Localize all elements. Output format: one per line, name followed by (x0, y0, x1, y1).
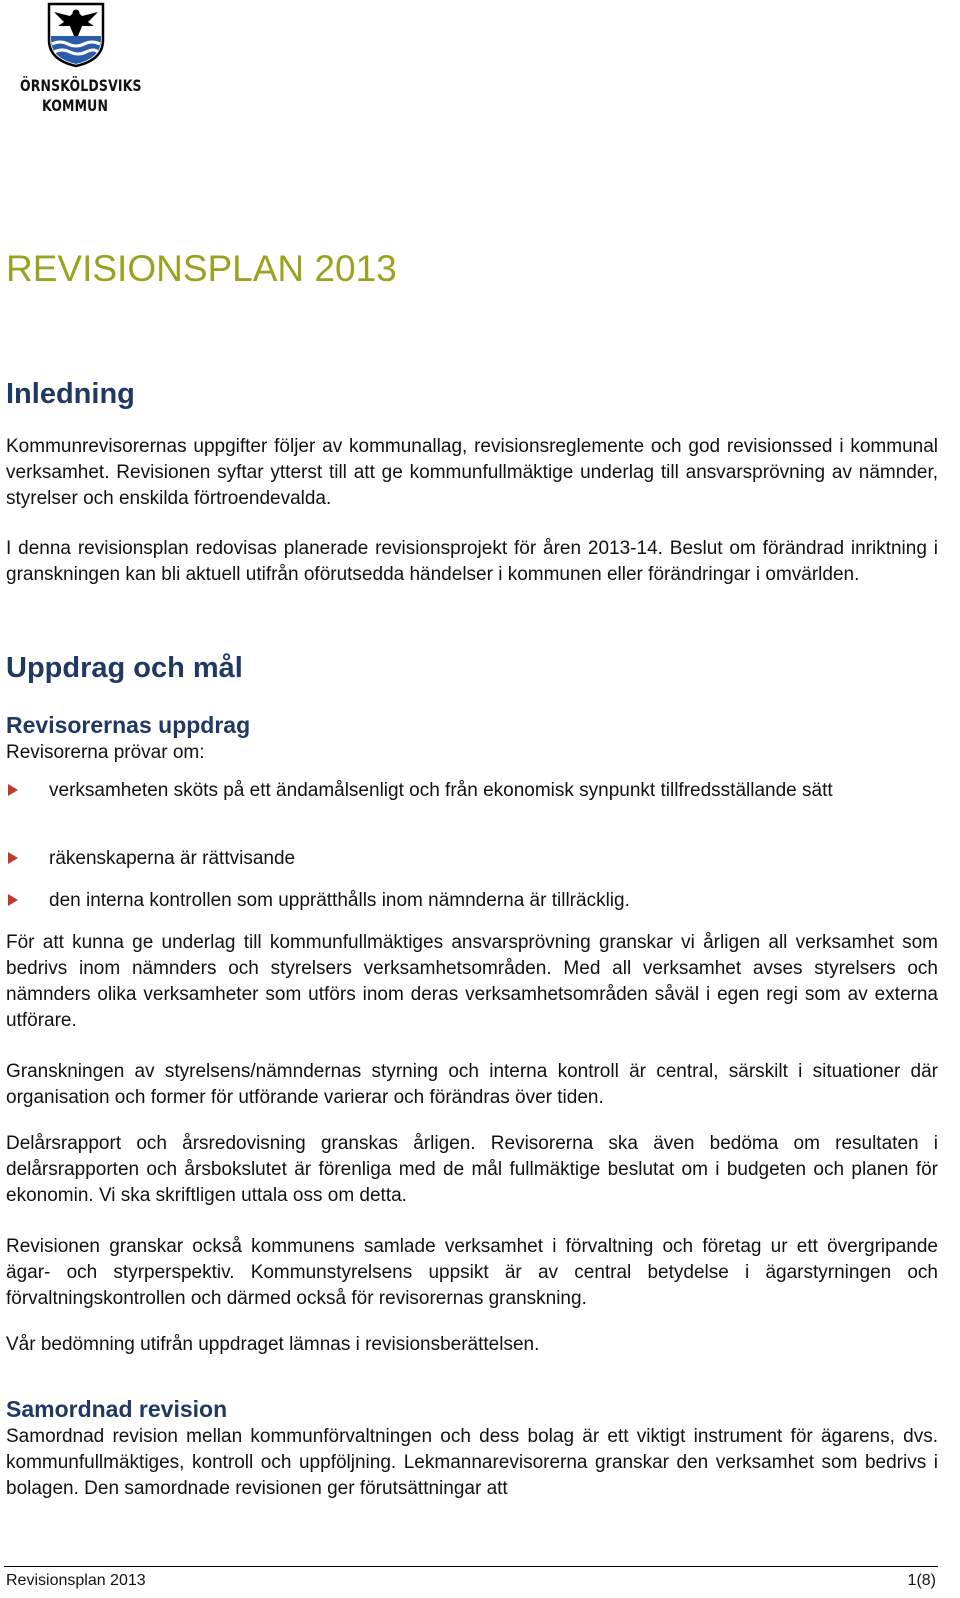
municipality-logo (20, 2, 142, 118)
paragraph-uppdrag-4: Revisionen granskar också kommunens samlade verksamhet i förvaltning och företag ur ett övergripande ägar- och styrperspektiv. Kommunstyrelsens uppsikt är av central betydelse i ägarstyrningen och förvaltningskontrollen och därmed också för revisorernas granskning. (6, 1236, 938, 1309)
paragraph-inledning-1: Kommunrevisorernas uppgifter följer av kommunallag, revisionsreglemente och god revisionssed i kommunal verksamhet. Revisionen syftar ytterst till att ge kommunfullmäktige underlag till ansvarsprövning av nämnder, styrelser och enskilda förtroendevalda. (6, 436, 938, 509)
footer-divider (4, 1566, 938, 1567)
list-item: den interna kontrollen som upprätthålls inom nämnderna är tillräcklig. (6, 888, 938, 914)
heading-uppdrag-och-mal: Uppdrag och mål (6, 652, 243, 684)
logo-name-line1: ÖRNSKÖLDSVIKS (20, 76, 142, 95)
coat-of-arms-eagle-icon (46, 2, 106, 68)
subheading-revisorernas-uppdrag: Revisorernas uppdrag (6, 712, 251, 738)
paragraph-uppdrag-5: Vår bedömning utifrån uppdraget lämnas i revisionsberättelsen. (6, 1334, 540, 1355)
paragraph-samordnad-revision: Samordnad revision mellan kommunförvaltningen och dess bolag är ett viktigt instrument för ägarens, dvs. kommunfullmäktiges, kontroll och uppföljning. Lekmannarevisorerna granskar den verksamhet som bedrivs i bolagen. Den samordnade revisionen ger förutsättningar att (6, 1426, 938, 1499)
heading-inledning: Inledning (6, 378, 135, 410)
paragraph-uppdrag-1: För att kunna ge underlag till kommunfullmäktiges ansvarsprövning granskar vi årligen all verksamhet som bedrivs inom nämnders och styrelsers verksamhetsområden. Med all verksamhet avses styrelsers och nämnders olika verksamheter som utförs inom deras verksamhetsområden såväl i egen regi som av externa utförare. (6, 932, 938, 1031)
bullet-arrow-icon (8, 784, 18, 796)
list-item: räkenskaperna är rättvisande (6, 846, 938, 872)
paragraph-inledning-2: I denna revisionsplan redovisas planerade revisionsprojekt för åren 2013-14. Beslut om förändrad inriktning i granskningen kan bli aktuell utifrån oförutsedda händelser i kommunen eller förändringar i omvärlden. (6, 538, 938, 585)
bullet-arrow-icon (8, 852, 18, 864)
subheading-samordnad-revision: Samordnad revision (6, 1396, 228, 1422)
paragraph-uppdrag-2: Granskningen av styrelsens/nämndernas styrning och interna kontroll är central, särskilt i situationer där organisation och former för utförande varierar och förändras över tiden. (6, 1061, 938, 1108)
footer-document-name: Revisionsplan 2013 (6, 1572, 146, 1589)
paragraph-bullets-intro: Revisorerna prövar om: (6, 742, 205, 763)
document-title: REVISIONSPLAN 2013 (6, 248, 397, 289)
bullet-arrow-icon (8, 894, 18, 906)
footer-page-number: 1(8) (907, 1572, 936, 1589)
logo-name-line2: KOMMUN (42, 96, 109, 115)
paragraph-uppdrag-3: Delårsrapport och årsredovisning granskas årligen. Revisorerna ska även bedöma om resultaten i delårsrapporten och årsbokslutet är förenliga med de mål fullmäktige beslutat om i budgeten och planen för ekonomin. Vi ska skriftligen uttala oss om detta. (6, 1133, 938, 1206)
list-item: verksamheten sköts på ett ändamålsenligt och från ekonomisk synpunkt tillfredsställande sätt (6, 778, 938, 804)
